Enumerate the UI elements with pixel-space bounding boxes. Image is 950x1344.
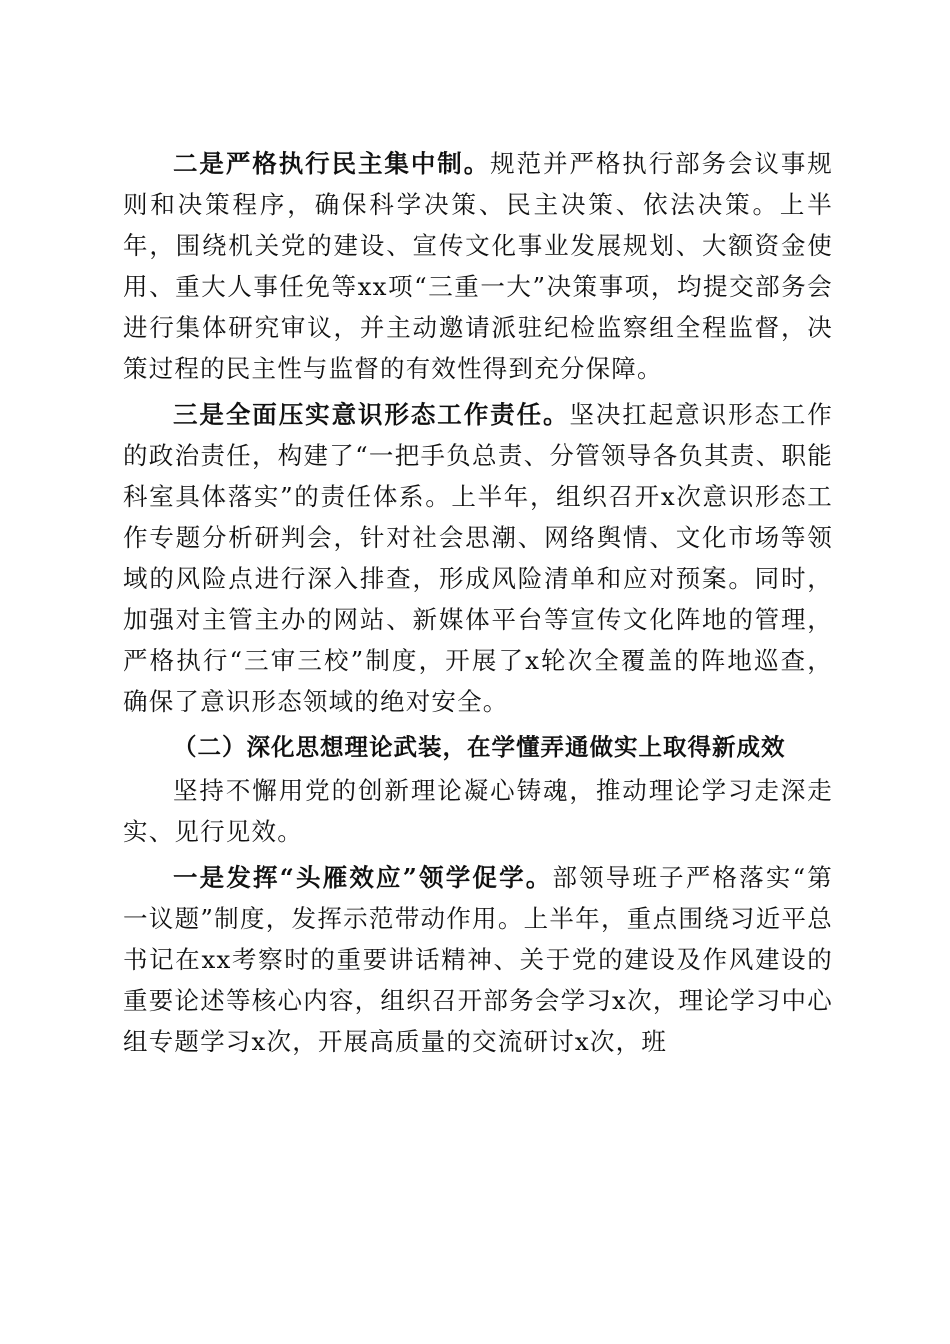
paragraph-lead: 三是全面压实意识形态工作责任。	[173, 400, 570, 429]
paragraph-democratic-centralism	[123, 143, 833, 389]
paragraph-text: 坚决扛起意识形态工作的政治责任，构建了“一把手负总责、分管领导各负其责、职能科室具体落实”的责任体系。上半年，组织召开x次意识形态工作专题分析研判会，针对社会思潮、网络舆情、文化市场等领域的风险点进行深入排查，形成风险清单和应对预案。同时，加强对主管主办的网站、新媒体平台等宣传文化阵地的管理，严格执行“三审三校”制度，开展了x轮次全覆盖的阵地巡查，确保了意识形态领域的绝对安全。	[123, 400, 833, 716]
paragraph-lead: 二是严格执行民主集中制。	[173, 149, 491, 178]
paragraph-lead-learning	[123, 857, 833, 1062]
paragraph-text: 部领导班子严格落实“第一议题”制度，发挥示范带动作用。上半年，重点围绕习近平总书记在xx考察时的重要讲话精神、关于党的建设及作风建设的重要论述等核心内容，组织召开部务会学习x次，理论学习中心组专题学习x次，开展高质量的交流研讨x次，班	[123, 863, 833, 1056]
document-body	[123, 143, 833, 1067]
paragraph-ideology-responsibility	[123, 394, 833, 722]
paragraph-text: 规范并严格执行部务会议事规则和决策程序，确保科学决策、民主决策、依法决策。上半年，围绕机关党的建设、宣传文化事业发展规划、大额资金使用、重大人事任免等xx项“三重一大”决策事项，均提交部务会进行集体研究审议，并主动邀请派驻纪检监察组全程监督，决策过程的民主性与监督的有效性得到充分保障。	[123, 149, 833, 383]
section-heading: （二）深化思想理论武装，在学懂弄通做实上取得新成效	[173, 733, 786, 761]
section-intro: 坚持不懈用党的创新理论凝心铸魂，推动理论学习走深走实、见行见效。	[123, 776, 833, 846]
paragraph-lead: 一是发挥“头雁效应”领学促学。	[173, 863, 553, 892]
